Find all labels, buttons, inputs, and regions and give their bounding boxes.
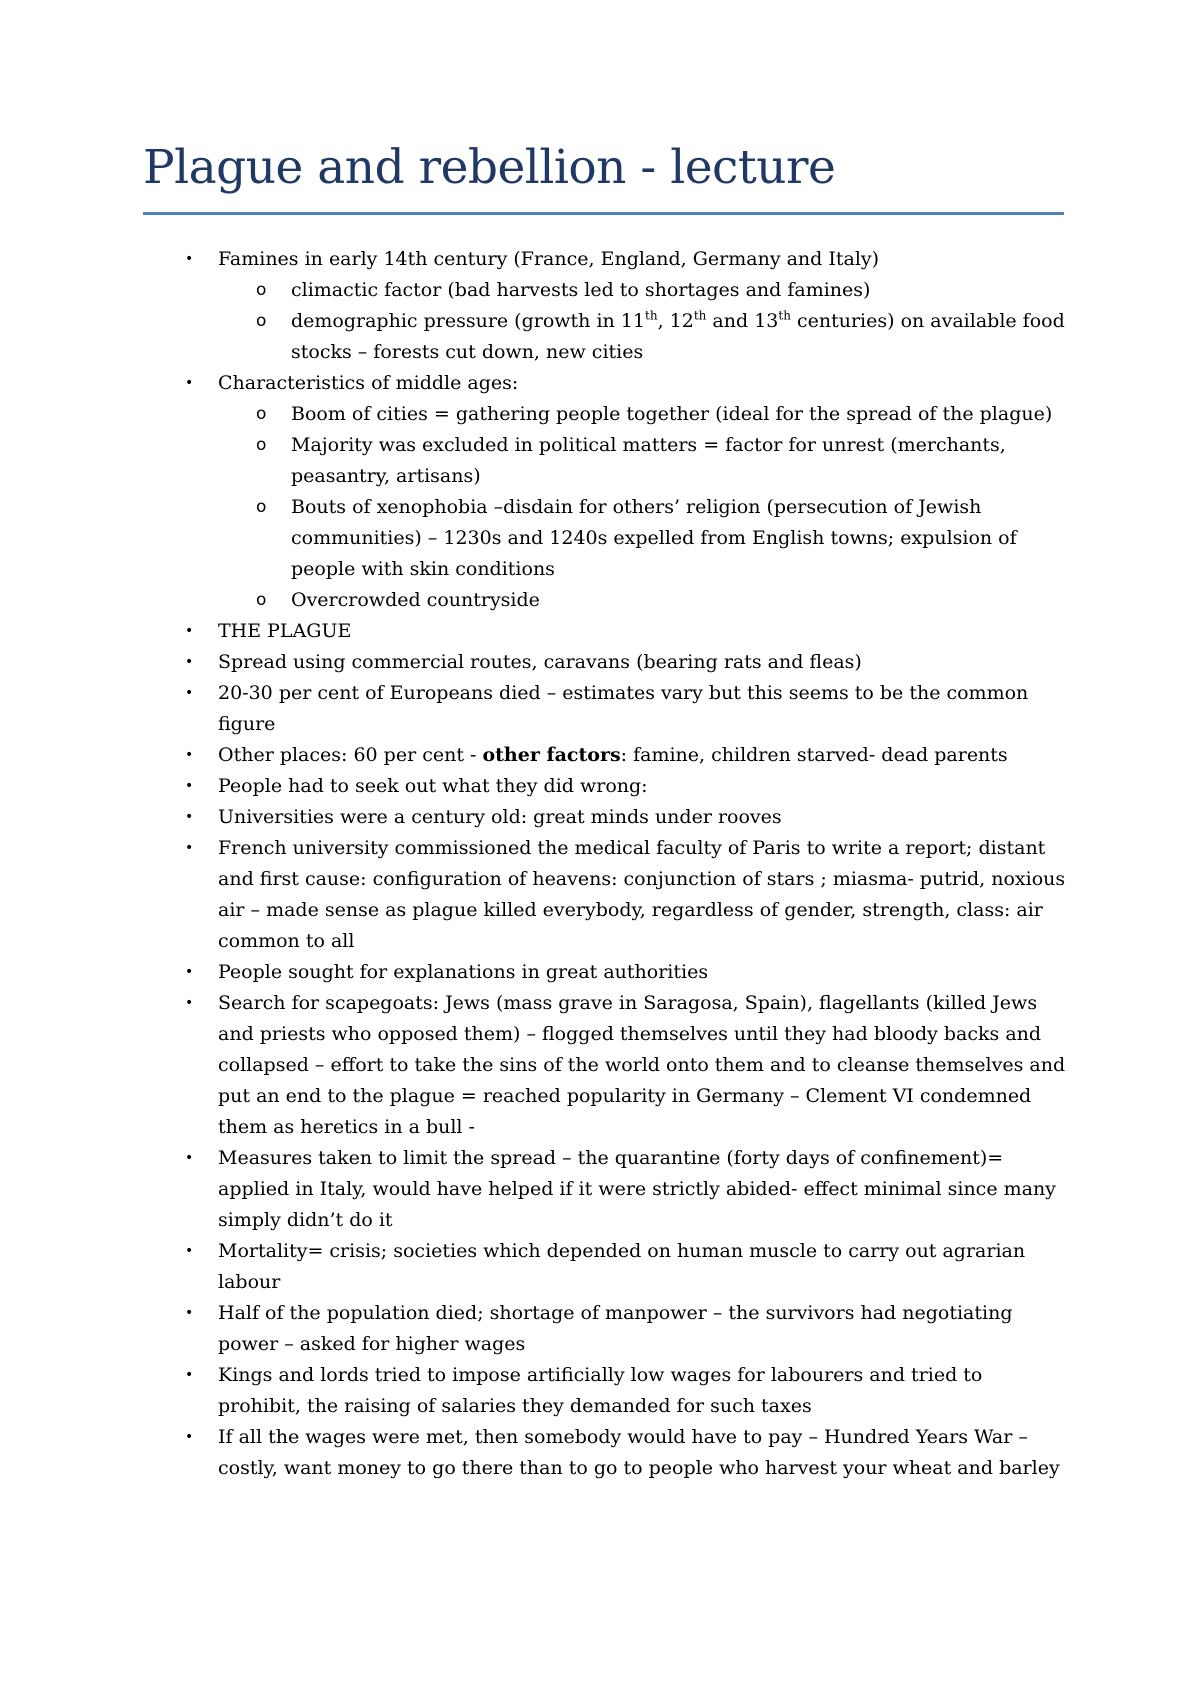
- bullet-text: [218, 1147, 1056, 1231]
- bullet-item: [0, 957, 1070, 988]
- bullet-marker: •: [185, 1367, 194, 1383]
- text-run: and 13: [706, 310, 779, 332]
- bullet-marker: •: [185, 747, 194, 763]
- bullet-marker: •: [185, 964, 194, 980]
- bullet-text: [291, 310, 1065, 363]
- bullet-text: [218, 961, 708, 983]
- bullet-marker: •: [185, 623, 194, 639]
- text-run: Overcrowded countryside: [291, 589, 540, 611]
- text-run: climactic factor (bad harvests led to shortages and famines): [291, 279, 871, 301]
- sub-bullet-marker: o: [256, 435, 267, 455]
- bullet-marker: •: [185, 809, 194, 825]
- text-run: Majority was excluded in political matters = factor for unrest (merchants, peasantry, artisans): [291, 434, 1006, 487]
- bullet-text: [218, 651, 862, 673]
- superscript: th: [645, 308, 658, 323]
- bullet-text: [218, 248, 879, 270]
- sub-bullet-item: [0, 492, 1070, 585]
- bullet-marker: •: [185, 1429, 194, 1445]
- bullet-marker: •: [185, 1305, 194, 1321]
- bullet-item: [0, 1143, 1070, 1236]
- text-run: 20-30 per cent of Europeans died – estimates vary but this seems to be the common figure: [218, 682, 1029, 735]
- bullet-text: [218, 372, 518, 394]
- text-run: THE PLAGUE: [218, 620, 352, 642]
- superscript: th: [778, 308, 791, 323]
- document-title: Plague and rebellion - lecture: [143, 140, 836, 195]
- bullet-text: [218, 775, 648, 797]
- bullet-item: [0, 647, 1070, 678]
- bullet-marker: •: [185, 1243, 194, 1259]
- text-run: centuries) on available food stocks – forests cut down, new cities: [291, 310, 1065, 363]
- sub-bullet-marker: o: [256, 311, 267, 331]
- bullet-text: [218, 744, 1008, 766]
- title-underline: [143, 212, 1064, 215]
- bullet-marker: •: [185, 375, 194, 391]
- text-run: Kings and lords tried to impose artificially low wages for labourers and tried to prohibit, the raising of salaries they demanded for such taxes: [218, 1364, 983, 1417]
- text-run: Search for scapegoats: Jews (mass grave in Saragosa, Spain), flagellants (killed Jews and priests who opposed them) – flogged themselves until they had bloody backs and collapsed – effort to take the sins of the world onto them and to cleanse themselves and put an end to the plague = reached popularity in Germany – Clement VI condemned them as heretics in a bull -: [218, 992, 1066, 1138]
- bullet-marker: •: [185, 1150, 194, 1166]
- bullet-item: [0, 988, 1070, 1143]
- bullet-text: [291, 403, 1052, 425]
- bullet-item: [0, 1360, 1070, 1422]
- bullet-item: [0, 1422, 1070, 1484]
- notes-list: [0, 244, 1200, 1484]
- text-run: Other places: 60 per cent -: [218, 744, 483, 766]
- text-run: Boom of cities = gathering people together (ideal for the spread of the plague): [291, 403, 1053, 425]
- text-run: demographic pressure (growth in 11: [291, 310, 645, 332]
- bullet-item: [0, 1236, 1070, 1298]
- sub-bullet-marker: o: [256, 404, 267, 424]
- text-run: People had to seek out what they did wrong:: [218, 775, 648, 797]
- bullet-marker: •: [185, 995, 194, 1011]
- bullet-marker: •: [185, 840, 194, 856]
- sub-bullet-marker: o: [256, 280, 267, 300]
- bullet-text: [218, 806, 782, 828]
- bullet-marker: •: [185, 778, 194, 794]
- bullet-item: [0, 616, 1070, 647]
- bullet-text: [218, 1240, 1025, 1293]
- sub-bullet-marker: o: [256, 590, 267, 610]
- sub-bullet-item: [0, 306, 1070, 368]
- sub-bullet-item: [0, 430, 1070, 492]
- text-run: Measures taken to limit the spread – the quarantine (forty days of confinement)= applied in Italy, would have helped if it were strictly abided- effect minimal since many simply didn’t do it: [218, 1147, 1056, 1231]
- bullet-item: [0, 740, 1070, 771]
- bullet-text: [218, 837, 1065, 952]
- bullet-text: [218, 620, 351, 642]
- bullet-item: [0, 244, 1070, 275]
- bullet-text: [291, 589, 540, 611]
- text-run: If all the wages were met, then somebody would have to pay – Hundred Years War – costly, want money to go there than to go to people who harvest your wheat and barley: [218, 1426, 1060, 1479]
- sub-bullet-marker: o: [256, 497, 267, 517]
- bullet-marker: •: [185, 685, 194, 701]
- bullet-text: [218, 682, 1028, 735]
- bullet-marker: •: [185, 654, 194, 670]
- text-run: : famine, children starved- dead parents: [620, 744, 1008, 766]
- bullet-text: [291, 496, 1017, 580]
- bullet-text: [218, 992, 1065, 1138]
- sub-bullet-item: [0, 585, 1070, 616]
- text-run: , 12: [657, 310, 694, 332]
- sub-bullet-item: [0, 399, 1070, 430]
- bullet-text: [218, 1426, 1060, 1479]
- bullet-item: [0, 833, 1070, 957]
- text-run: Famines in early 14th century (France, England, Germany and Italy): [218, 248, 880, 270]
- text-run: Spread using commercial routes, caravans (bearing rats and fleas): [218, 651, 862, 673]
- bullet-text: [218, 1302, 1013, 1355]
- superscript: th: [693, 308, 707, 323]
- bullet-item: [0, 1298, 1070, 1360]
- text-run: Bouts of xenophobia –disdain for others’ religion (persecution of Jewish communities) – 1230s and 1240s expelled from English towns; expulsion of people with skin conditions: [291, 496, 1017, 580]
- bullet-marker: •: [185, 251, 194, 267]
- sub-bullet-item: [0, 275, 1070, 306]
- bullet-item: [0, 802, 1070, 833]
- bullet-item: [0, 771, 1070, 802]
- text-run: Universities were a century old: great minds under rooves: [218, 806, 782, 828]
- text-run: French university commissioned the medical faculty of Paris to write a report; distant and first cause: configuration of heavens: conjunction of stars ; miasma- putrid, noxious air – made sense as plague killed everybody, regardless of gender, strength, class: air common to all: [218, 837, 1066, 952]
- bullet-text: [291, 279, 870, 301]
- text-run: Half of the population died; shortage of manpower – the survivors had negotiating power – asked for higher wages: [218, 1302, 1013, 1355]
- bullet-item: [0, 368, 1070, 399]
- bold-text: other factors: [482, 744, 621, 766]
- text-run: Characteristics of middle ages:: [218, 372, 519, 394]
- text-run: Mortality= crisis; societies which depended on human muscle to carry out agrarian labour: [218, 1240, 1026, 1293]
- bullet-text: [291, 434, 1006, 487]
- bullet-text: [218, 1364, 982, 1417]
- text-run: People sought for explanations in great authorities: [218, 961, 709, 983]
- bullet-item: [0, 678, 1070, 740]
